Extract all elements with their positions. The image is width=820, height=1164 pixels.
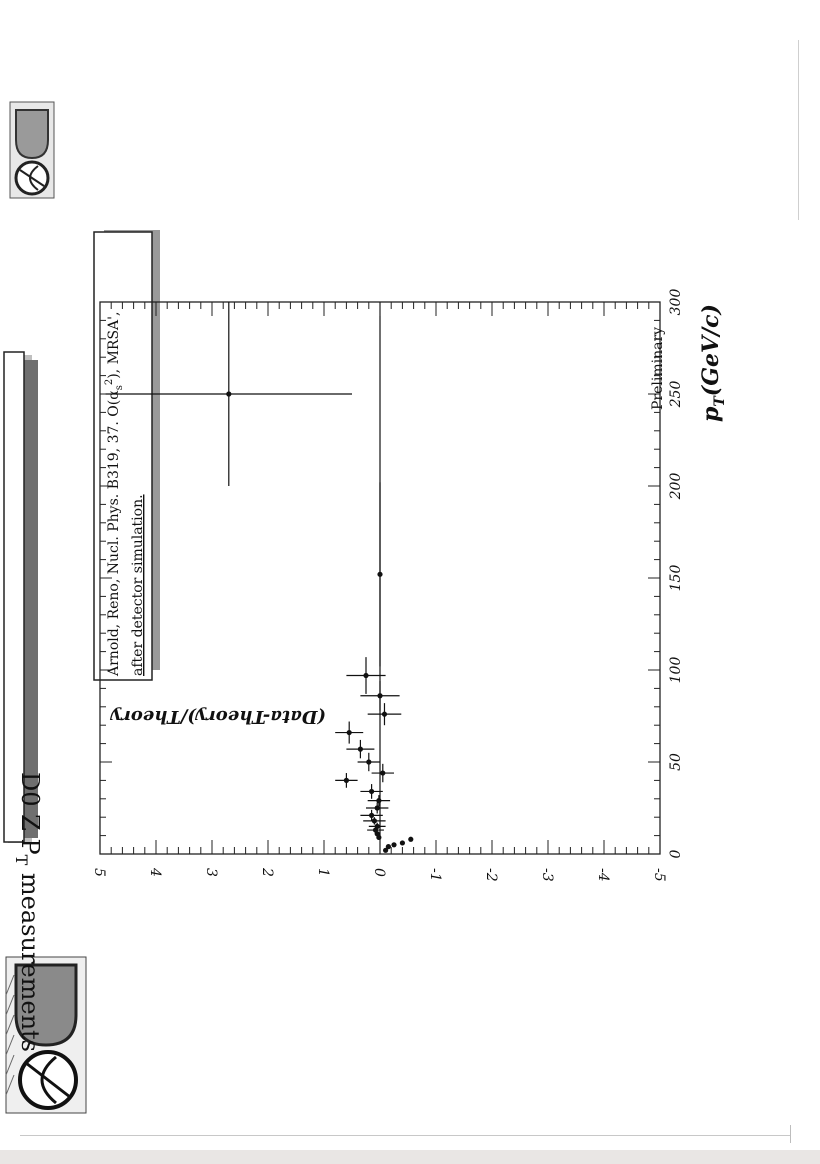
point-marker — [372, 818, 377, 823]
x-tick-label: 50 — [668, 753, 684, 771]
point-marker — [358, 747, 363, 752]
y-tick-label: -3 — [539, 868, 555, 882]
point-marker — [375, 805, 380, 810]
point-marker — [382, 712, 387, 717]
x-tick-label: 250 — [668, 380, 684, 408]
point-marker — [344, 778, 349, 783]
y-tick-label: -2 — [483, 868, 499, 882]
point-marker — [226, 391, 231, 396]
point-marker — [400, 840, 405, 845]
data-point — [368, 703, 402, 725]
data-point — [335, 773, 357, 788]
x-tick-label: 150 — [668, 564, 684, 592]
y-axis-tick-labels — [91, 867, 667, 882]
title-banner — [4, 352, 44, 1052]
d0-logo-top — [10, 102, 54, 198]
point-marker — [377, 572, 382, 577]
point-marker — [369, 813, 374, 818]
y-tick-label: 1 — [315, 868, 331, 877]
point-marker — [380, 770, 385, 775]
data-point — [386, 844, 391, 849]
data-point — [377, 482, 382, 666]
x-tick-label: 0 — [668, 849, 684, 859]
point-marker — [408, 837, 413, 842]
point-marker — [347, 730, 352, 735]
y-tick-label: 2 — [259, 868, 275, 877]
y-tick-label: -1 — [427, 868, 443, 882]
y-tick-label: -5 — [651, 868, 667, 882]
x-axis-title: $p_T(GeV/c)$ — [698, 304, 728, 422]
point-marker — [386, 844, 391, 849]
point-marker — [377, 693, 382, 698]
data-point — [363, 817, 385, 824]
point-marker — [363, 673, 368, 678]
x-tick-label: 200 — [668, 472, 684, 500]
x-axis-tick-labels — [668, 289, 684, 859]
y-tick-label: 0 — [371, 868, 387, 877]
ratio-plot — [91, 289, 728, 882]
point-marker — [376, 798, 381, 803]
data-point — [400, 840, 405, 845]
y-axis-title: (Data-Theory)/Theory — [110, 706, 326, 727]
data-point — [346, 740, 374, 758]
x-tick-label: 300 — [668, 288, 684, 316]
y-tick-label: 5 — [91, 868, 107, 877]
data-point — [369, 823, 386, 830]
point-marker — [391, 842, 396, 847]
caption-line-1: Arnold, Reno, Nucl. Phys. B319, 37. $O(\alpha_s^2)$, MRSA', — [104, 311, 125, 676]
data-point — [366, 802, 388, 813]
point-marker — [375, 824, 380, 829]
x-tick-label: 100 — [668, 656, 684, 684]
data-point — [372, 764, 394, 782]
y-tick-label: 3 — [203, 868, 219, 877]
y-tick-label: -4 — [595, 868, 611, 882]
point-marker — [369, 789, 374, 794]
y-tick-label: 4 — [147, 868, 163, 877]
preliminary-label: Preliminary — [650, 326, 666, 410]
data-point — [391, 842, 396, 847]
caption-line-2: after detector simulation. — [130, 494, 146, 676]
data-point — [408, 837, 413, 842]
point-marker — [366, 759, 371, 764]
caption-box — [94, 230, 160, 680]
page-title: D0 Z $P_T$ measurements — [12, 772, 44, 1052]
data-point — [335, 722, 363, 744]
